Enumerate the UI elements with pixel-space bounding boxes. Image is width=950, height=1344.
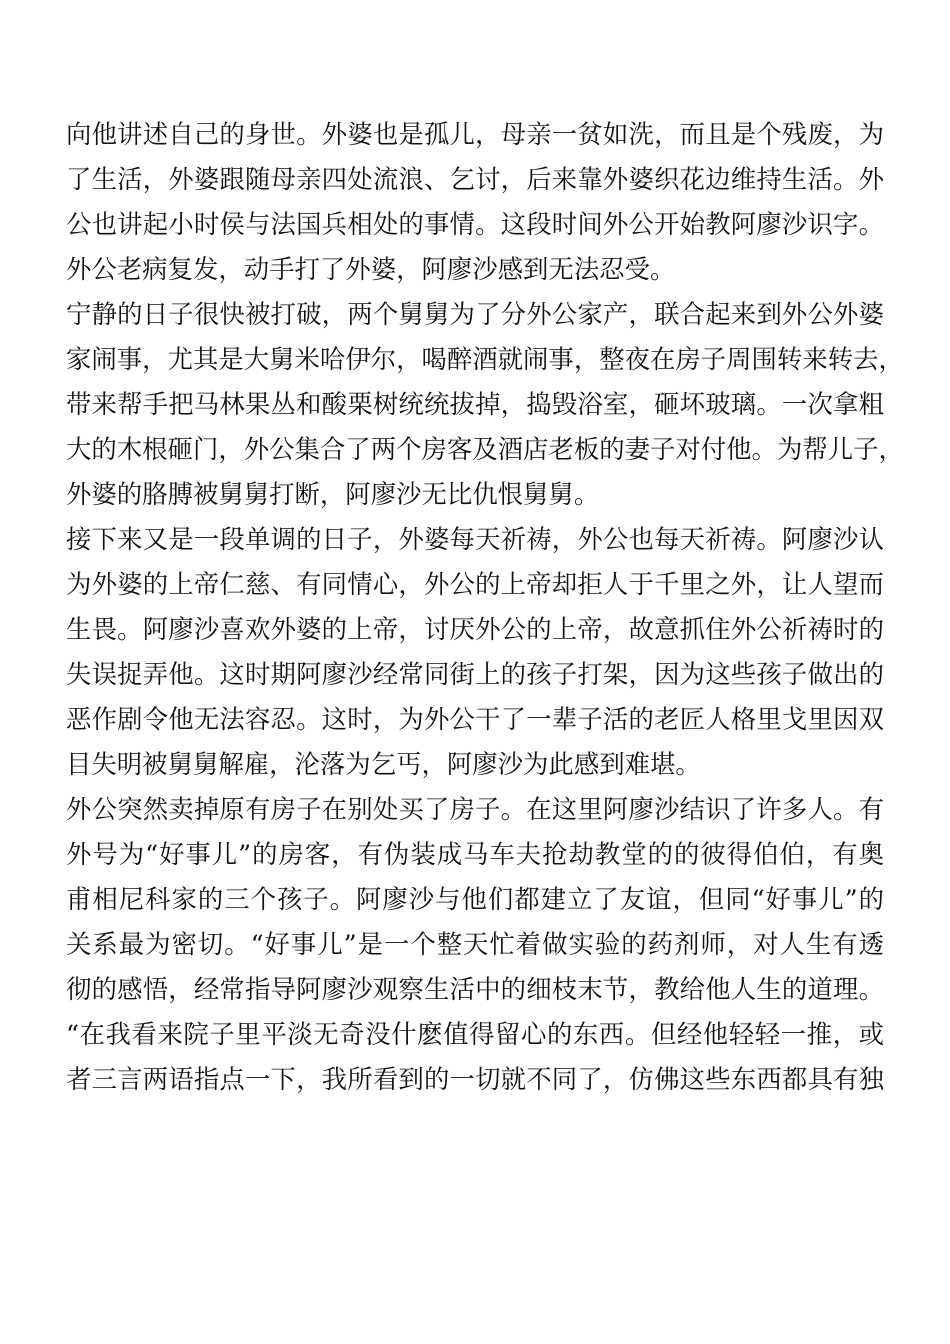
text-line: 了生活，外婆跟随母亲四处流浪、乞讨，后来靠外婆织花边维持生活。外 <box>66 164 884 194</box>
text-line: 外婆的胳膊被舅舅打断，阿廖沙无比仇恨舅舅。 <box>66 479 600 509</box>
text-line: 为外婆的上帝仁慈、有同情心，外公的上帝却拒人于千里之外，让人望而 <box>66 569 884 599</box>
text-line: 者三言两语指点一下，我所看到的一切就不同了，仿佛这些东西都具有独 <box>66 1064 884 1094</box>
text-line: 失误捉弄他。这时期阿廖沙经常同街上的孩子打架，因为这些孩子做出的 <box>66 659 884 689</box>
text-line: 带来帮手把马林果丛和酸栗树统统拔掉，捣毁浴室，砸坏玻璃。一次拿粗 <box>66 389 884 419</box>
body-text <box>66 112 904 1102</box>
text-line: 向他讲述自己的身世。外婆也是孤儿，母亲一贫如洗，而且是个残废，为 <box>66 119 884 149</box>
text-line: “在我看来院子里平淡无奇没什麽值得留心的东西。但经他轻轻一推，或 <box>66 1019 884 1049</box>
text-line: 家闹事，尤其是大舅米哈伊尔，喝醉酒就闹事，整夜在房子周围转来转去， <box>66 344 904 374</box>
text-line: 关系最为密切。“好事儿”是一个整天忙着做实验的药剂师，对人生有透 <box>66 929 884 959</box>
text-line: 甫相尼科家的三个孩子。阿廖沙与他们都建立了友谊，但同“好事儿”的 <box>66 884 884 914</box>
text-line: 大的木根砸门，外公集合了两个房客及酒店老板的妻子对付他。为帮儿子， <box>66 434 904 464</box>
text-line: 彻的感悟，经常指导阿廖沙观察生活中的细枝末节，教给他人生的道理。 <box>66 974 884 1004</box>
text-line: 宁静的日子很快被打破，两个舅舅为了分外公家产，联合起来到外公外婆 <box>66 299 884 329</box>
text-line: 目失明被舅舅解雇，沦落为乞丐，阿廖沙为此感到难堪。 <box>66 749 701 779</box>
text-line: 外公老病复发，动手打了外婆，阿廖沙感到无法忍受。 <box>66 254 676 284</box>
text-line: 恶作剧令他无法容忍。这时，为外公干了一辈子活的老匠人格里戈里因双 <box>66 704 884 734</box>
text-line: 生畏。阿廖沙喜欢外婆的上帝，讨厌外公的上帝，故意抓住外公祈祷时的 <box>66 614 884 644</box>
text-line: 公也讲起小时侯与法国兵相处的事情。这段时间外公开始教阿廖沙识字。 <box>66 209 884 239</box>
text-line: 接下来又是一段单调的日子，外婆每天祈祷，外公也每天祈祷。阿廖沙认 <box>66 524 884 554</box>
text-line: 外公突然卖掉原有房子在别处买了房子。在这里阿廖沙结识了许多人。有 <box>66 794 884 824</box>
text-line: 外号为“好事儿”的房客，有伪装成马车夫抢劫教堂的的彼得伯伯，有奥 <box>66 839 884 869</box>
